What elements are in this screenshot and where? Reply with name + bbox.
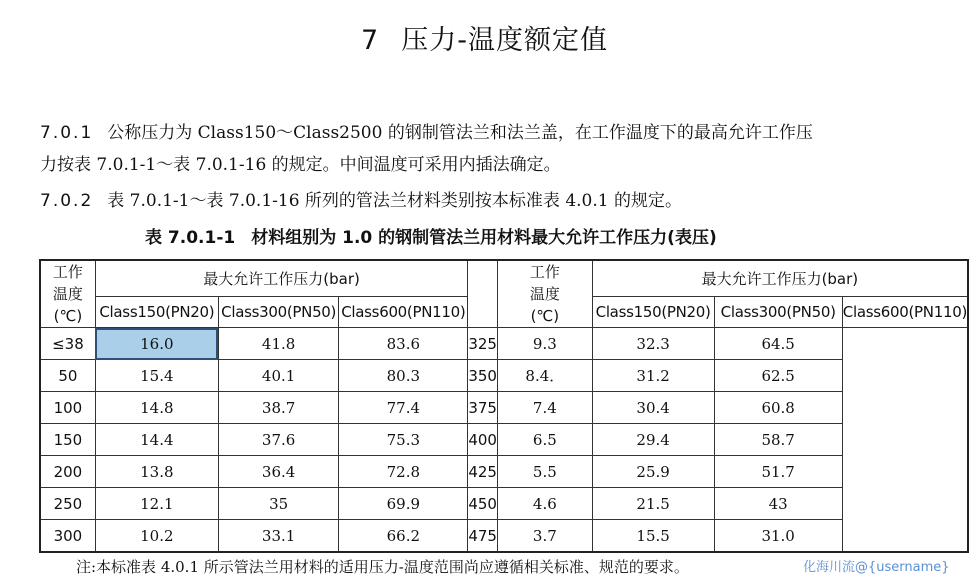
temp-cell: 350 [468, 360, 498, 392]
temp-header-line: 温度 [52, 285, 83, 303]
value-cell[interactable]: 15.5 [592, 520, 714, 553]
value-cell[interactable]: 6.5 [497, 424, 592, 456]
temp-header-right [497, 260, 592, 328]
class150-header: Class150(PN20) [95, 296, 218, 327]
temp-cell: 150 [40, 424, 95, 456]
table-note: 注:本标准表 4.0.1 所示管法兰用材料的适用压力-温度范围尚应遵循相关标准、规范的要求。 [76, 558, 689, 576]
value-cell[interactable]: 9.3 [497, 328, 592, 360]
temp-header-line: (℃) [530, 307, 560, 325]
value-cell[interactable]: 80.3 [339, 360, 468, 392]
section-number: 7.0.1 [40, 123, 94, 143]
value-cell[interactable]: 77.4 [339, 392, 468, 424]
temp-header-line: (℃) [53, 307, 83, 325]
value-cell[interactable]: 5.5 [497, 456, 592, 488]
value-cell[interactable]: 12.1 [95, 488, 218, 520]
value-cell[interactable]: 8.4． [497, 360, 592, 392]
value-cell[interactable]: 36.4 [218, 456, 338, 488]
value-cell[interactable]: 4.6 [497, 488, 592, 520]
value-cell[interactable]: 51.7 [714, 456, 842, 488]
value-cell[interactable]: 64.5 [714, 328, 842, 360]
table-row [40, 488, 968, 520]
temp-cell: ≤38 [40, 328, 95, 360]
temp-cell: 100 [40, 392, 95, 424]
value-cell[interactable]: 43 [714, 488, 842, 520]
chapter-number: 7 [361, 25, 380, 56]
table-row [40, 456, 968, 488]
page-title [0, 18, 969, 57]
value-cell[interactable]: 10.2 [95, 520, 218, 553]
temp-cell: 300 [40, 520, 95, 553]
value-cell[interactable]: 41.8 [218, 328, 338, 360]
value-cell[interactable]: 29.4 [592, 424, 714, 456]
table-row [40, 328, 968, 360]
temp-cell: 375 [468, 392, 498, 424]
value-cell[interactable]: 14.4 [95, 424, 218, 456]
value-cell[interactable]: 40.1 [218, 360, 338, 392]
class600-header: Class600(PN110) [339, 296, 468, 327]
value-cell[interactable]: 13.8 [95, 456, 218, 488]
paragraph-text: 力按表 7.0.1-1～表 7.0.1-16 的规定。中间温度可采用内插法确定。 [40, 155, 561, 175]
temp-header-left [40, 260, 95, 328]
selected-cell[interactable]: 16.0 [95, 328, 218, 360]
table-row [40, 520, 968, 553]
value-cell[interactable]: 60.8 [714, 392, 842, 424]
temp-cell: 475 [468, 520, 498, 553]
class600-header: Class600(PN110) [842, 296, 968, 327]
value-cell[interactable]: 69.9 [339, 488, 468, 520]
table-row [40, 392, 968, 424]
section-number: 7.0.2 [40, 191, 94, 211]
value-cell[interactable]: 75.3 [339, 424, 468, 456]
value-cell[interactable]: 83.6 [339, 328, 468, 360]
class300-header: Class300(PN50) [714, 296, 842, 327]
temp-cell: 200 [40, 456, 95, 488]
paragraph-7-0-1 [40, 118, 813, 148]
paragraph-text: 公称压力为 Class150～Class2500 的钢制管法兰和法兰盖，在工作温度下的最高允许工作压 [107, 123, 813, 143]
temp-cell: 325 [468, 328, 498, 360]
value-cell[interactable]: 38.7 [218, 392, 338, 424]
pressure-table [39, 259, 969, 553]
table-row [40, 360, 968, 392]
value-cell[interactable]: 7.4 [497, 392, 592, 424]
table-caption [145, 223, 717, 248]
table-number: 表 7.0.1-1 [145, 228, 236, 248]
class300-header: Class300(PN50) [218, 296, 338, 327]
table-row [40, 424, 968, 456]
value-cell[interactable]: 3.7 [497, 520, 592, 553]
pressure-header-right: 最大允许工作压力(bar) [592, 260, 968, 296]
value-cell[interactable]: 25.9 [592, 456, 714, 488]
value-cell[interactable]: 31.2 [592, 360, 714, 392]
value-cell[interactable]: 66.2 [339, 520, 468, 553]
value-cell[interactable]: 35 [218, 488, 338, 520]
temp-cell: 450 [468, 488, 498, 520]
temp-header-line: 温度 [529, 285, 560, 303]
chapter-title: 压力-温度额定值 [401, 25, 608, 56]
value-cell[interactable]: 72.8 [339, 456, 468, 488]
table-caption-text: 材料组别为 1.0 的钢制管法兰用材料最大允许工作压力(表压) [251, 228, 717, 248]
temp-cell: 400 [468, 424, 498, 456]
temp-header-line: 工作 [52, 263, 83, 281]
table-divider [468, 260, 498, 328]
value-cell[interactable]: 37.6 [218, 424, 338, 456]
paragraph-7-0-2 [40, 186, 682, 216]
temp-cell: 250 [40, 488, 95, 520]
class150-header: Class150(PN20) [592, 296, 714, 327]
value-cell[interactable]: 58.7 [714, 424, 842, 456]
value-cell[interactable]: 15.4 [95, 360, 218, 392]
value-cell[interactable]: 14.8 [95, 392, 218, 424]
temp-cell: 50 [40, 360, 95, 392]
pressure-header-left: 最大允许工作压力(bar) [95, 260, 468, 296]
paragraph-7-0-1-continued [40, 150, 561, 180]
value-cell[interactable]: 31.0 [714, 520, 842, 553]
temp-header-line: 工作 [529, 263, 560, 281]
watermark: 化海川流@{username} [803, 560, 950, 575]
value-cell[interactable]: 21.5 [592, 488, 714, 520]
value-cell[interactable]: 30.4 [592, 392, 714, 424]
temp-cell: 425 [468, 456, 498, 488]
value-cell[interactable]: 62.5 [714, 360, 842, 392]
value-cell[interactable]: 33.1 [218, 520, 338, 553]
value-cell[interactable]: 32.3 [592, 328, 714, 360]
paragraph-text: 表 7.0.1-1～表 7.0.1-16 所列的管法兰材料类别按本标准表 4.0.1 的规定。 [107, 191, 682, 211]
